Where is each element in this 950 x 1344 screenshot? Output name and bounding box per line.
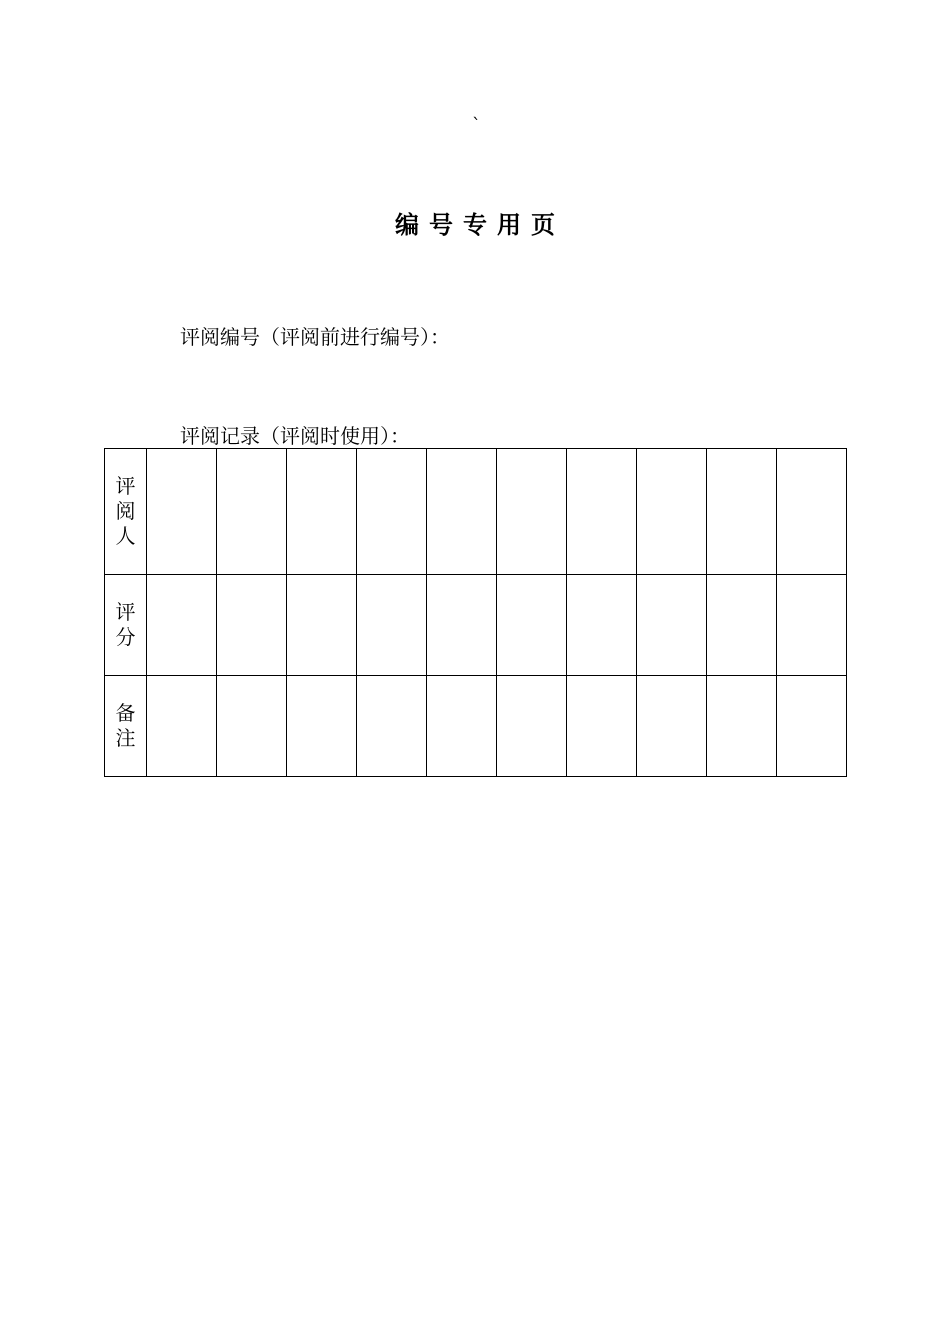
table-cell[interactable] <box>707 575 777 676</box>
page-title: 编号专用页 <box>395 210 565 239</box>
table-cell[interactable] <box>497 676 567 777</box>
table-cell[interactable] <box>147 676 217 777</box>
row-label-score: 评分 <box>105 575 147 676</box>
review-record-table <box>104 448 847 777</box>
table-cell[interactable] <box>217 676 287 777</box>
table-cell[interactable] <box>567 676 637 777</box>
table-row-reviewer <box>105 449 847 575</box>
table-row-score <box>105 575 847 676</box>
table-cell[interactable] <box>637 575 707 676</box>
row-label-remarks: 备注 <box>105 676 147 777</box>
table-cell[interactable] <box>707 449 777 575</box>
review-number-label: 评阅编号（评阅前进行编号）： <box>180 325 450 349</box>
table-cell[interactable] <box>357 449 427 575</box>
table-row-remarks <box>105 676 847 777</box>
table-cell[interactable] <box>217 575 287 676</box>
top-mark: ` <box>472 115 481 136</box>
table-cell[interactable] <box>637 449 707 575</box>
table-cell[interactable] <box>777 449 847 575</box>
row-label-reviewer: 评阅人 <box>105 449 147 575</box>
table-cell[interactable] <box>147 449 217 575</box>
table-cell[interactable] <box>217 449 287 575</box>
table-cell[interactable] <box>637 676 707 777</box>
review-record-label: 评阅记录（评阅时使用）： <box>180 424 410 448</box>
table-cell[interactable] <box>427 676 497 777</box>
table-cell[interactable] <box>287 676 357 777</box>
table-cell[interactable] <box>357 676 427 777</box>
table-cell[interactable] <box>707 676 777 777</box>
table-cell[interactable] <box>147 575 217 676</box>
table-cell[interactable] <box>497 575 567 676</box>
table-cell[interactable] <box>777 575 847 676</box>
table-cell[interactable] <box>567 449 637 575</box>
table-cell[interactable] <box>287 575 357 676</box>
table-cell[interactable] <box>777 676 847 777</box>
table-cell[interactable] <box>357 575 427 676</box>
table-cell[interactable] <box>497 449 567 575</box>
table-cell[interactable] <box>427 575 497 676</box>
table-cell[interactable] <box>427 449 497 575</box>
table-cell[interactable] <box>567 575 637 676</box>
table-cell[interactable] <box>287 449 357 575</box>
